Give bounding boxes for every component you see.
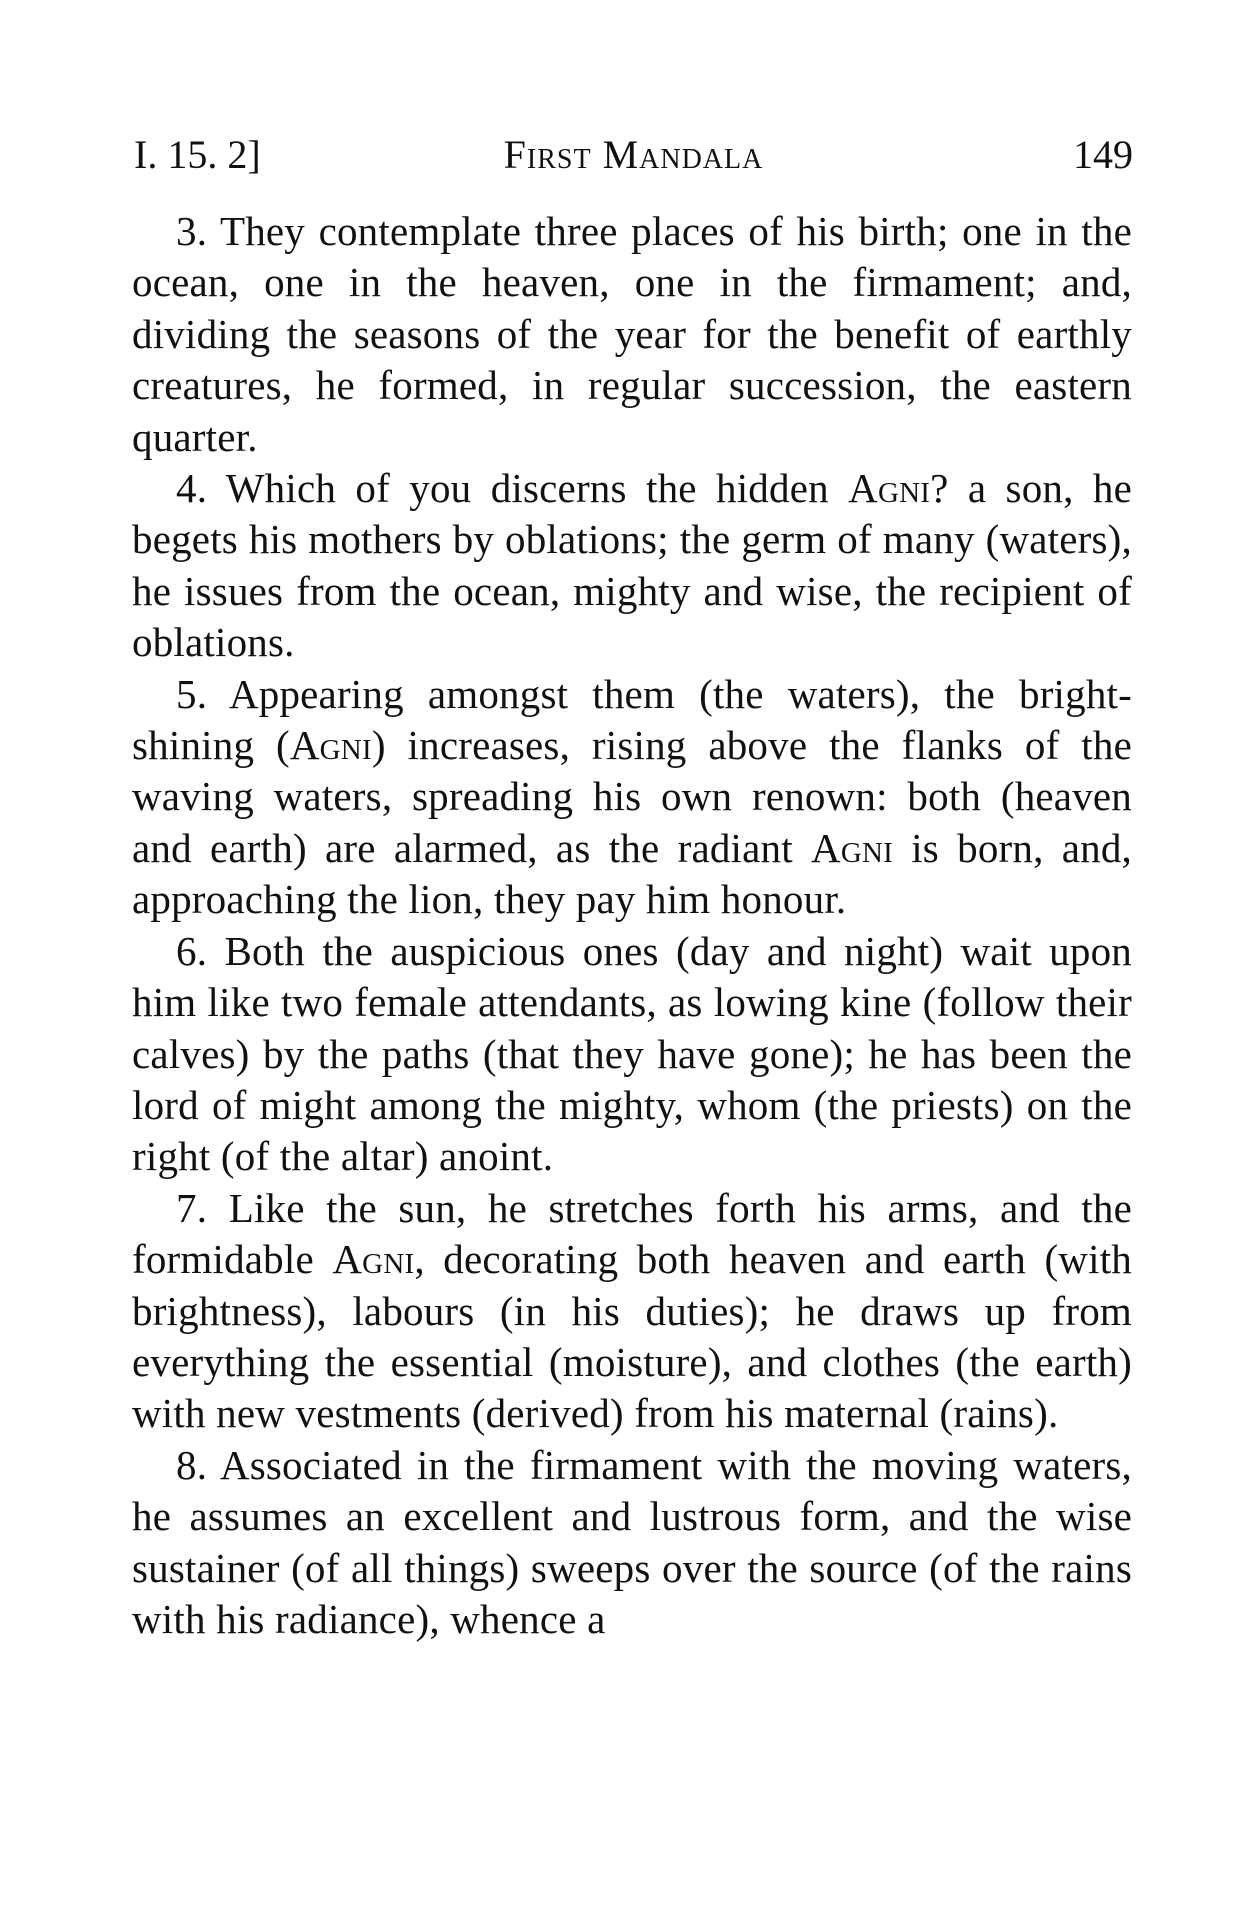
verse-text: is born, and, approaching the lion, they pay him honour. — [132, 824, 1132, 923]
running-head-title: First Mandala — [503, 132, 764, 177]
verse-text: Appearing amongst them (the waters), the bright-shining ( — [132, 670, 1132, 769]
verse-text: ) increases, rising above the flanks of the waving waters, spreading his own renown: both (heaven and earth) are alarmed, as the radiant — [132, 722, 1132, 871]
deity-name: Agni — [811, 824, 893, 871]
verse — [132, 1183, 1132, 1440]
verse-text: , decorating both heaven and earth (with brightness), labours (in his duties); he draws up from everything the essential (moisture), and clothes (the earth) with new vestments (derived) from his maternal (rains). — [132, 1236, 1133, 1437]
page-number: 149 — [1073, 132, 1133, 177]
running-head-reference: I. 15. 2] — [134, 132, 261, 177]
deity-name: Agni — [289, 722, 372, 769]
verse — [132, 463, 1132, 669]
verse — [132, 1440, 1132, 1646]
verse-text: ? a son, he begets his mothers by oblations; the germ of many (waters), he issues from the ocean, mighty and wise, the recipient of oblations. — [132, 465, 1133, 666]
verse-text: Like the sun, he stretches forth his arms, and the formidable — [132, 1184, 1132, 1283]
verse-number: 5. — [176, 670, 229, 717]
verse-number: 7. — [176, 1184, 229, 1231]
verse-number: 3. — [176, 208, 220, 254]
deity-name: Agni — [848, 465, 931, 512]
verse — [132, 206, 1132, 463]
verse — [132, 669, 1132, 926]
verse-text: Both the auspicious ones (day and night) wait upon him like two female attendants, as lowing kine (follow their calves) by the paths (that they have gone); he has been the lord of might among the mighty, whom (the priests) on the right (of the altar) anoint. — [132, 927, 1132, 1180]
verse-text: Associated in the firmament with the moving waters, he assumes an excellent and lustrous form, and the wise sustainer (of all things) sweeps over the source (of the rains with his radiance), whence a — [132, 1441, 1132, 1642]
verse-text: They contemplate three places of his birth; one in the ocean, one in the heaven, one in the firmament; and, dividing the seasons of the year for the benefit of earthly creatures, he formed, in regular succession, the eastern quarter. — [132, 208, 1132, 460]
verse — [132, 926, 1132, 1183]
verse-number: 4. — [176, 465, 226, 512]
deity-name: Agni — [332, 1236, 415, 1283]
verse-text: Which of you discerns the hidden — [225, 465, 849, 512]
verse-body — [132, 206, 1132, 1645]
running-head — [134, 128, 1133, 182]
verse-number: 6. — [176, 927, 225, 974]
verse-number: 8. — [176, 1441, 220, 1488]
